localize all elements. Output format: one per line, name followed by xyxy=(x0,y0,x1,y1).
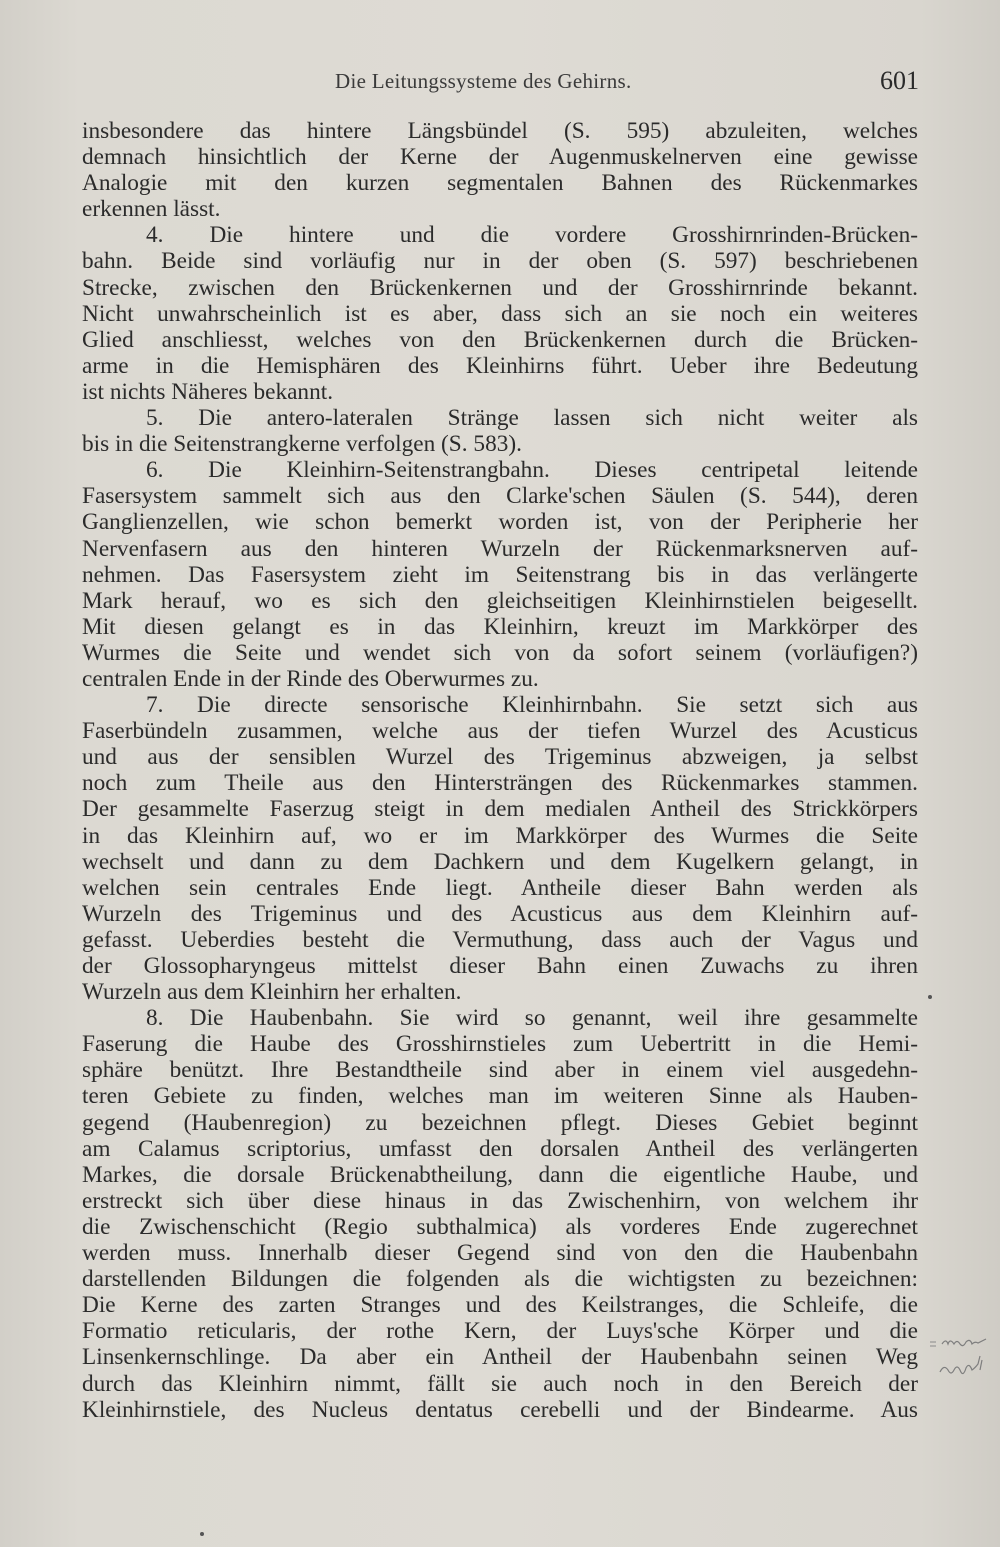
text-line: am Calamus scriptorius, umfasst den dorsalen Antheil des verlängerten xyxy=(82,1135,918,1162)
text-line: Die Kerne des zarten Stranges und des Keilstranges, die Schleife, die xyxy=(82,1292,918,1319)
text-line: Nicht unwahrscheinlich ist es aber, dass sich an sie noch ein weiteres xyxy=(82,300,918,327)
text-line: darstellenden Bildungen die folgenden als die wichtigsten zu bezeichnen: xyxy=(82,1266,918,1293)
text-line: 7. Die directe sensorische Kleinhirnbahn. Sie setzt sich aus xyxy=(146,692,918,719)
text-line: Ganglienzellen, wie schon bemerkt worden ist, von der Peripherie her xyxy=(82,509,918,536)
text-line: Glied anschliesst, welches von den Brückenkernen durch die Brücken- xyxy=(82,326,918,353)
text-line: Faserung die Haube des Grosshirnstieles zum Uebertritt in die Hemi- xyxy=(82,1031,918,1058)
text-line: bahn. Beide sind vorläufig nur in der oben (S. 597) beschriebenen xyxy=(82,248,918,275)
text-line: die Zwischenschicht (Regio subthalmica) als vorderes Ende zugerechnet xyxy=(82,1213,918,1240)
text-line: Fasersystem sammelt sich aus den Clarke'schen Säulen (S. 544), deren xyxy=(82,483,918,510)
text-line: Mit diesen gelangt es in das Kleinhirn, kreuzt im Markkörper des xyxy=(82,613,918,640)
text-line: Wurzeln aus dem Kleinhirn her erhalten. xyxy=(82,979,462,1006)
text-line: erkennen lässt. xyxy=(82,196,221,223)
text-line: der Glossopharyngeus mittelst dieser Bahn einen Zuwachs zu ihren xyxy=(82,953,918,979)
text-line: Wurmes die Seite und wendet sich von da sofort seinem (vorläufigen?) xyxy=(82,639,918,666)
text-line: Strecke, zwischen den Brückenkernen und der Grosshirnrinde bekannt. xyxy=(82,274,918,301)
text-line: durch das Kleinhirn nimmt, fällt sie auch noch in den Bereich der xyxy=(82,1370,918,1397)
body-text xyxy=(82,118,918,1423)
text-line: teren Gebiete zu finden, welches man im weiteren Sinne als Hauben- xyxy=(82,1083,918,1110)
text-line: Analogie mit den kurzen segmentalen Bahnen des Rückenmarkes xyxy=(82,170,918,197)
text-line: arme in die Hemisphären des Kleinhirns führt. Ueber ihre Bedeutung xyxy=(82,352,918,379)
text-line: Kleinhirnstiele, des Nucleus dentatus cerebelli und der Bindearme. Aus xyxy=(82,1396,918,1423)
text-line: ist nichts Näheres bekannt. xyxy=(82,378,334,405)
text-line: gefasst. Ueberdies besteht die Vermuthung, dass auch der Vagus und xyxy=(82,926,918,953)
text-line: werden muss. Innerhalb dieser Gegend sind von den die Haubenbahn xyxy=(82,1240,918,1267)
text-line: erstreckt sich über diese hinaus in das Zwischenhirn, von welchem ihr xyxy=(82,1187,918,1214)
text-line: Der gesammelte Faserzug steigt in dem medialen Antheil des Strickkörpers xyxy=(82,796,918,823)
text-line: noch zum Theile aus den Hintersträngen des Rückenmarkes stammen. xyxy=(82,770,918,797)
ink-speck xyxy=(928,995,932,999)
text-line: 5. Die antero-lateralen Stränge lassen sich nicht weiter als xyxy=(146,405,918,432)
text-line: insbesondere das hintere Längsbündel (S. 595) abzuleiten, welches xyxy=(82,118,918,144)
text-line: sphäre benützt. Ihre Bestandtheile sind aber in einem viel ausgedehn- xyxy=(82,1057,918,1084)
text-line: und aus der sensiblen Wurzel des Trigeminus abzweigen, ja selbst xyxy=(82,744,918,771)
page-header xyxy=(0,66,1000,102)
text-line: 8. Die Haubenbahn. Sie wird so genannt, weil ihre gesammelte xyxy=(146,1005,918,1032)
page-number: 601 xyxy=(880,66,919,95)
text-line: gegend (Haubenregion) zu bezeichnen pflegt. Dieses Gebiet beginnt xyxy=(82,1109,918,1136)
text-line: demnach hinsichtlich der Kerne der Augenmuskelnerven eine gewisse xyxy=(82,144,918,171)
text-line: 4. Die hintere und die vordere Grosshirnrinden-Brücken- xyxy=(146,222,918,249)
text-line: Wurzeln des Trigeminus und des Acusticus aus dem Kleinhirn auf- xyxy=(82,900,918,927)
text-line: bis in die Seitenstrangkerne verfolgen (S. 583). xyxy=(82,431,522,458)
text-line: Markes, die dorsale Brückenabtheilung, dann die eigentliche Haube, und xyxy=(82,1161,918,1188)
running-head: Die Leitungssysteme des Gehirns. xyxy=(335,69,632,93)
text-line: Linsenkernschlinge. Da aber ein Antheil der Haubenbahn seinen Weg xyxy=(82,1344,918,1371)
text-line: Faserbündeln zusammen, welche aus der tiefen Wurzel des Acusticus xyxy=(82,718,918,745)
text-line: nehmen. Das Fasersystem zieht im Seitenstrang bis in das verlängerte xyxy=(82,561,918,588)
text-line: welchen sein centrales Ende liegt. Antheile dieser Bahn werden als xyxy=(82,874,918,901)
text-line: Nervenfasern aus den hinteren Wurzeln der Rückenmarksnerven auf- xyxy=(82,535,918,562)
text-line: Formatio reticularis, der rothe Kern, der Luys'sche Körper und die xyxy=(82,1318,918,1345)
text-line: Mark herauf, wo es sich den gleichseitigen Kleinhirnstielen beigesellt. xyxy=(82,587,918,614)
text-line: in das Kleinhirn auf, wo er im Markkörper des Wurmes die Seite xyxy=(82,822,918,849)
handwritten-marginalia xyxy=(928,1330,998,1390)
text-line: wechselt und dann zu dem Dachkern und dem Kugelkern gelangt, in xyxy=(82,848,918,875)
ink-speck xyxy=(200,1532,204,1536)
text-line: 6. Die Kleinhirn-Seitenstrangbahn. Dieses centripetal leitende xyxy=(146,457,918,484)
text-line: centralen Ende in der Rinde des Oberwurmes zu. xyxy=(82,665,539,692)
